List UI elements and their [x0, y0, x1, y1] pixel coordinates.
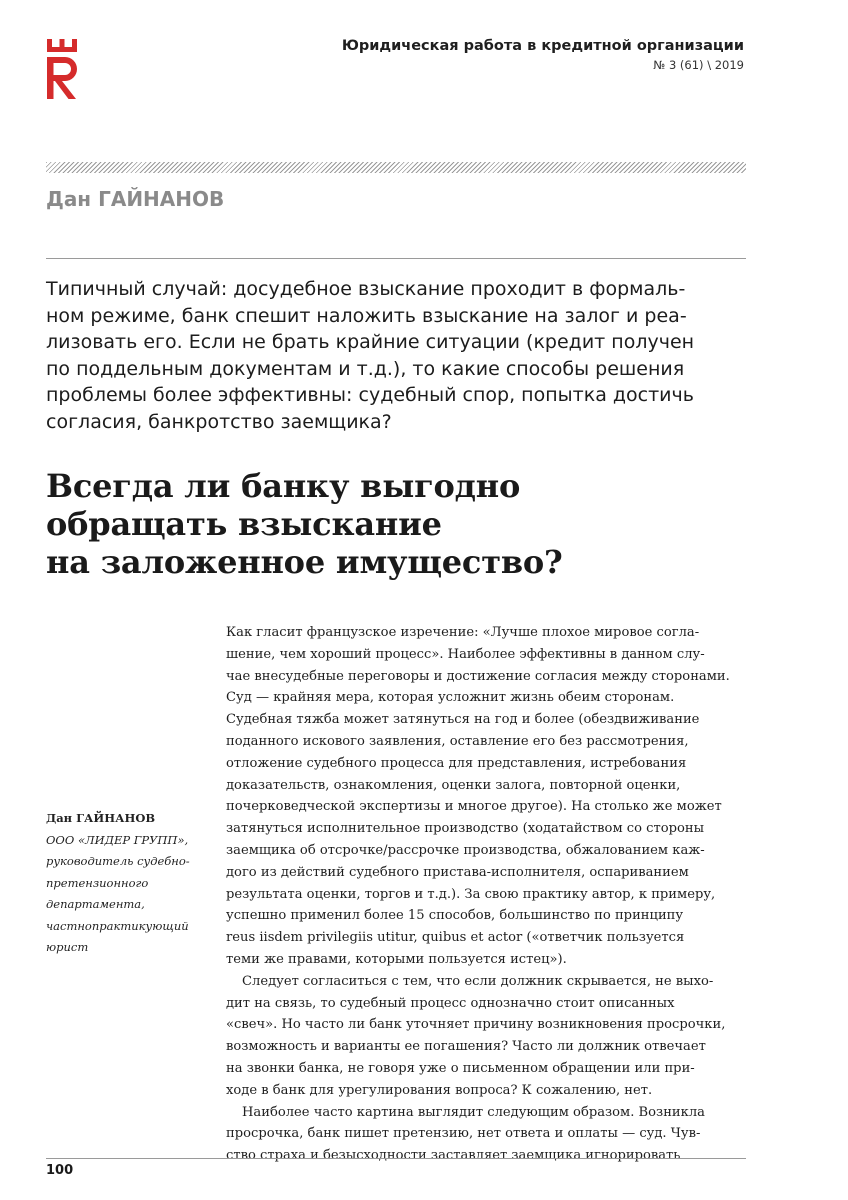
page-number: 100 — [46, 1163, 74, 1178]
divider-line — [46, 258, 746, 259]
author-role-line: частнопрактикующий — [46, 918, 189, 933]
lead-paragraph — [46, 276, 752, 435]
body-line: доказательств, ознакомления, оценки залога, повторной оценки, — [226, 777, 681, 793]
body-line: Судебная тяжба может затянуться на год и более (обездвиживание — [226, 712, 700, 728]
body-line: Как гласит французское изречение: «Лучше плохое мировое согла- — [226, 625, 700, 640]
body-line: дит на связь, то судебный процесс однозначно стоит описанных — [226, 995, 675, 1011]
body-line: дого из действий судебного пристава-исполнителя, оспариванием — [226, 864, 689, 880]
body-line: Суд — крайняя мера, которая усложнит жизнь обеим сторонам. — [226, 690, 675, 706]
headline-line: Всегда ли банку выгодно — [46, 467, 521, 505]
body-line: успешно применил более 15 способов, большинство по принципу — [226, 908, 684, 924]
body-line: результата оценки, торгов и т.д.). За свою практику автор, к примеру, — [226, 886, 716, 902]
journal-logo-icon — [46, 38, 78, 100]
body-line: чае внесудебные переговоры и достижение согласия между сторонами. — [226, 668, 730, 684]
lead-line: лизовать его. Если не брать крайние ситуации (кредит получен — [46, 331, 695, 353]
author-role-line: юрист — [46, 940, 89, 954]
author-name-header: Дан ГАЙНАНОВ — [46, 187, 225, 211]
body-line: почерковедческой экспертизы и многое другое). На столько же может — [226, 799, 722, 815]
lead-line: согласия, банкротство заемщика? — [46, 410, 392, 433]
body-line: шение, чем хороший процесс». Наиболее эффективны в данном слу- — [226, 646, 705, 662]
body-line: заемщика об отсрочке/рассрочке производства, обжалованием каж- — [226, 842, 705, 858]
lead-line: по поддельным документам и т.д.), то какие способы решения — [46, 357, 685, 380]
body-line: «свеч». Но часто ли банк уточняет причину возникновения просрочки, — [226, 1017, 726, 1033]
journal-title: Юридическая работа в кредитной организации — [341, 38, 744, 54]
body-line: затянуться исполнительное производство (ходатайством со стороны — [226, 821, 705, 837]
lead-line: Типичный случай: досудебное взыскание проходит в формаль- — [46, 278, 686, 300]
author-role-line: ООО «ЛИДЕР ГРУПП», — [46, 832, 189, 847]
body-line: ходе в банк для урегулирования вопроса? К сожалению, нет. — [226, 1082, 653, 1098]
body-line: поданного искового заявления, оставление его без рассмотрения, — [226, 733, 689, 749]
body-line: на звонки банка, не говоря уже о письменном обращении или при- — [226, 1060, 695, 1076]
hatched-divider — [46, 162, 746, 173]
article-body — [226, 622, 754, 1167]
author-sidebar — [46, 808, 216, 959]
body-line: теми же правами, которыми пользуется истец»). — [226, 951, 567, 967]
lead-line: проблемы более эффективны: судебный спор, попытка достичь — [46, 384, 694, 406]
lead-line: ном режиме, банк спешит наложить взыскание на залог и реа- — [46, 304, 687, 327]
article-headline — [46, 467, 563, 581]
body-line: отложение судебного процесса для представления, истребования — [226, 755, 687, 771]
issue-number: № 3 (61) \ 2019 — [653, 58, 744, 72]
headline-line: на заложенное имущество? — [46, 543, 563, 581]
body-line: Наиболее часто картина выглядит следующим образом. Возникла — [242, 1104, 705, 1120]
author-role-line: претензионного — [46, 875, 149, 890]
body-line: просрочка, банк пишет претензию, нет ответа и оплаты — суд. Чув- — [226, 1126, 701, 1142]
body-line: reus iisdem privilegiis utitur, quibus et actor («ответчик пользуется — [226, 930, 685, 946]
author-role-line: руководитель судебно- — [46, 854, 190, 868]
author-role-line: департамента, — [46, 897, 145, 911]
sidebar-author-name: Дан ГАЙНАНОВ — [46, 811, 156, 825]
headline-line: обращать взыскание — [46, 505, 442, 543]
body-line: возможность и варианты ее погашения? Часто ли должник отвечает — [226, 1039, 706, 1055]
body-line: ство страха и безысходности заставляет заемщика игнорировать — [226, 1148, 681, 1164]
footer-divider-line — [46, 1158, 746, 1159]
body-line: Следует согласиться с тем, что если должник скрывается, не выхо- — [242, 973, 714, 989]
